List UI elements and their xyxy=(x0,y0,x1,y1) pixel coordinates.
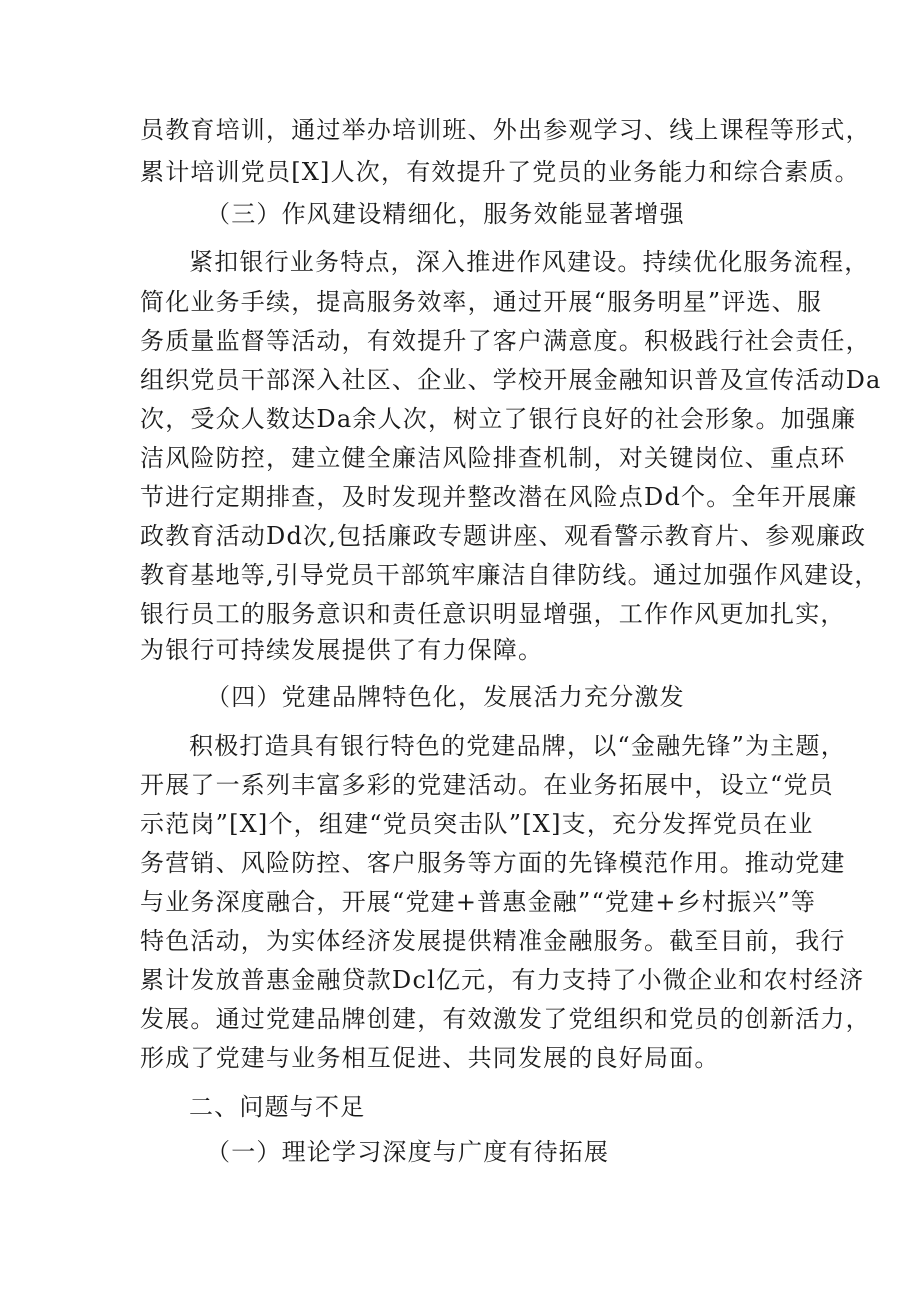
paragraph-line: 形成了党建与业务相互促进、共同发展的良好局面。 xyxy=(140,1044,720,1072)
paragraph-line: 务营销、风险防控、客户服务等方面的先锋模范作用。推动党建 xyxy=(140,849,846,877)
paragraph-line: 政教育活动Dd次,包括廉政专题讲座、观看警示教育片、参观廉政 xyxy=(140,522,867,550)
paragraph-line: 特色活动，为实体经济发展提供精准金融服务。截至目前，我行 xyxy=(140,927,846,955)
chapter-heading: 二、问题与不足 xyxy=(189,1093,366,1121)
paragraph-line: 与业务深度融合，开展“党建+普惠金融”“党建+乡村振兴”等 xyxy=(140,888,817,916)
paragraph-line: 开展了一系列丰富多彩的党建活动。在业务拓展中，设立“党员 xyxy=(140,771,834,799)
paragraph-line: 示范岗”[X]个，组建“党员突击队”[X]支，充分发挥党员在业 xyxy=(140,810,814,838)
paragraph-line: 为银行可持续发展提供了有力保障。 xyxy=(140,636,544,664)
paragraph-line: 组织党员干部深入社区、企业、学校开展金融知识普及宣传活动Da xyxy=(140,366,882,394)
paragraph-line: 洁风险防控，建立健全廉洁风险排查机制，对关键岗位、重点环 xyxy=(140,444,846,472)
paragraph-line: 累计发放普惠金融贷款Dcl亿元，有力支持了小微企业和农村经济 xyxy=(140,966,865,994)
paragraph-line: 教育基地等,引导党员干部筑牢廉洁自律防线。通过加强作风建设， xyxy=(140,561,880,589)
paragraph-line: 次，受众人数达Da余人次，树立了银行良好的社会形象。加强廉 xyxy=(140,405,857,433)
section-heading: （一）理论学习深度与广度有待拓展 xyxy=(206,1138,610,1166)
paragraph-line: 积极打造具有银行特色的党建品牌，以“金融先锋”为主题， xyxy=(189,732,846,760)
paragraph-line: 务质量监督等活动，有效提升了客户满意度。积极践行社会责任， xyxy=(140,327,871,355)
paragraph-line: 银行员工的服务意识和责任意识明显增强，工作作风更加扎实， xyxy=(140,600,846,628)
paragraph-line: 发展。通过党建品牌创建，有效激发了党组织和党员的创新活力， xyxy=(140,1005,871,1033)
paragraph-line: 节进行定期排查，及时发现并整改潜在风险点Dd个。全年开展廉 xyxy=(140,483,858,511)
paragraph-line: 员教育培训，通过举办培训班、外出参观学习、线上课程等形式， xyxy=(140,116,871,144)
paragraph-line: 简化业务手续，提高服务效率，通过开展“服务明星”评选、服 xyxy=(140,288,823,316)
section-heading: （四）党建品牌特色化，发展活力充分激发 xyxy=(206,683,685,711)
paragraph-line: 累计培训党员[X]人次，有效提升了党员的业务能力和综合素质。 xyxy=(140,158,860,186)
paragraph-line: 紧扣银行业务特点，深入推进作风建设。持续优化服务流程， xyxy=(189,248,870,276)
section-heading: （三）作风建设精细化，服务效能显著增强 xyxy=(206,200,685,228)
